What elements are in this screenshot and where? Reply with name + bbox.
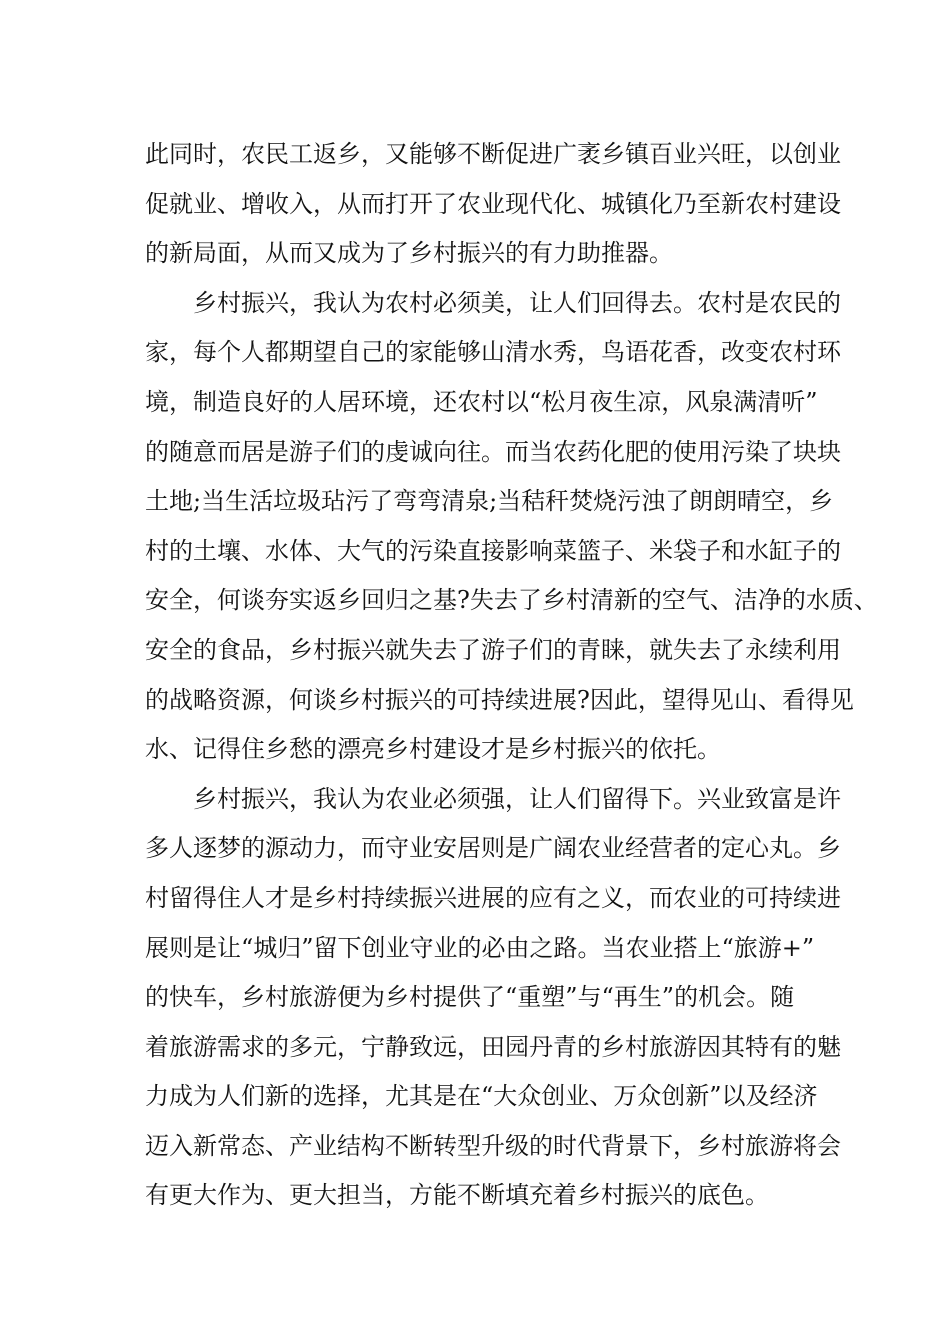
- text-line: 家，每个人都期望自己的家能够山清水秀，鸟语花香，改变农村环: [145, 338, 841, 367]
- text-line: 促就业、增收入，从而打开了农业现代化、城镇化乃至新农村建设: [145, 189, 841, 218]
- paragraph-3: [145, 775, 841, 1221]
- text-line-first: 乡村振兴，我认为农业必须强，让人们留得下。兴业致富是许: [193, 784, 841, 813]
- text-line: 水、记得住乡愁的漂亮乡村建设才是乡村振兴的依托。: [145, 735, 721, 764]
- text-line: 着旅游需求的多元，宁静致远，田园丹青的乡村旅游因其特有的魅: [145, 1032, 841, 1061]
- text-line: 安全，何谈夯实返乡回归之基?失去了乡村清新的空气、洁净的水质、: [145, 586, 878, 615]
- text-line: 的新局面，从而又成为了乡村振兴的有力助推器。: [145, 239, 673, 268]
- text-line: 村的土壤、水体、大气的污染直接影响菜篮子、米袋子和水缸子的: [145, 536, 841, 565]
- text-line: 的随意而居是游子们的虔诚向往。而当农药化肥的使用污染了块块: [145, 437, 841, 466]
- paragraph-1: [145, 130, 841, 279]
- text-line: 境，制造良好的人居环境，还农村以“松月夜生凉，风泉满清听”: [145, 387, 818, 416]
- text-line: 展则是让“城归”留下创业守业的必由之路。当农业搭上“旅游+”: [145, 933, 815, 962]
- text-line: 多人逐梦的源动力，而守业安居则是广阔农业经营者的定心丸。乡: [145, 834, 841, 863]
- text-line: 的快车，乡村旅游便为乡村提供了“重塑”与“再生”的机会。随: [145, 983, 795, 1012]
- text-line: 村留得住人才是乡村持续振兴进展的应有之义，而农业的可持续进: [145, 883, 841, 912]
- text-line: 此同时，农民工返乡，又能够不断促进广袤乡镇百业兴旺，以创业: [145, 140, 841, 168]
- text-line: 土地;当生活垃圾玷污了弯弯清泉;当秸秆焚烧污浊了朗朗晴空，乡: [145, 487, 834, 516]
- text-line: 的战略资源，何谈乡村振兴的可持续进展?因此，望得见山、看得见: [145, 685, 854, 714]
- document-page: [145, 130, 878, 1221]
- text-line: 有更大作为、更大担当，方能不断填充着乡村振兴的底色。: [145, 1181, 769, 1210]
- paragraph-2: [145, 279, 878, 775]
- text-line: 安全的食品，乡村振兴就失去了游子们的青睐，就失去了永续利用: [145, 635, 841, 664]
- text-line-first: 乡村振兴，我认为农村必须美，让人们回得去。农村是农民的: [193, 288, 841, 317]
- text-line: 力成为人们新的选择，尤其是在“大众创业、万众创新”以及经济: [145, 1082, 818, 1111]
- text-line: 迈入新常态、产业结构不断转型升级的时代背景下，乡村旅游将会: [145, 1131, 841, 1160]
